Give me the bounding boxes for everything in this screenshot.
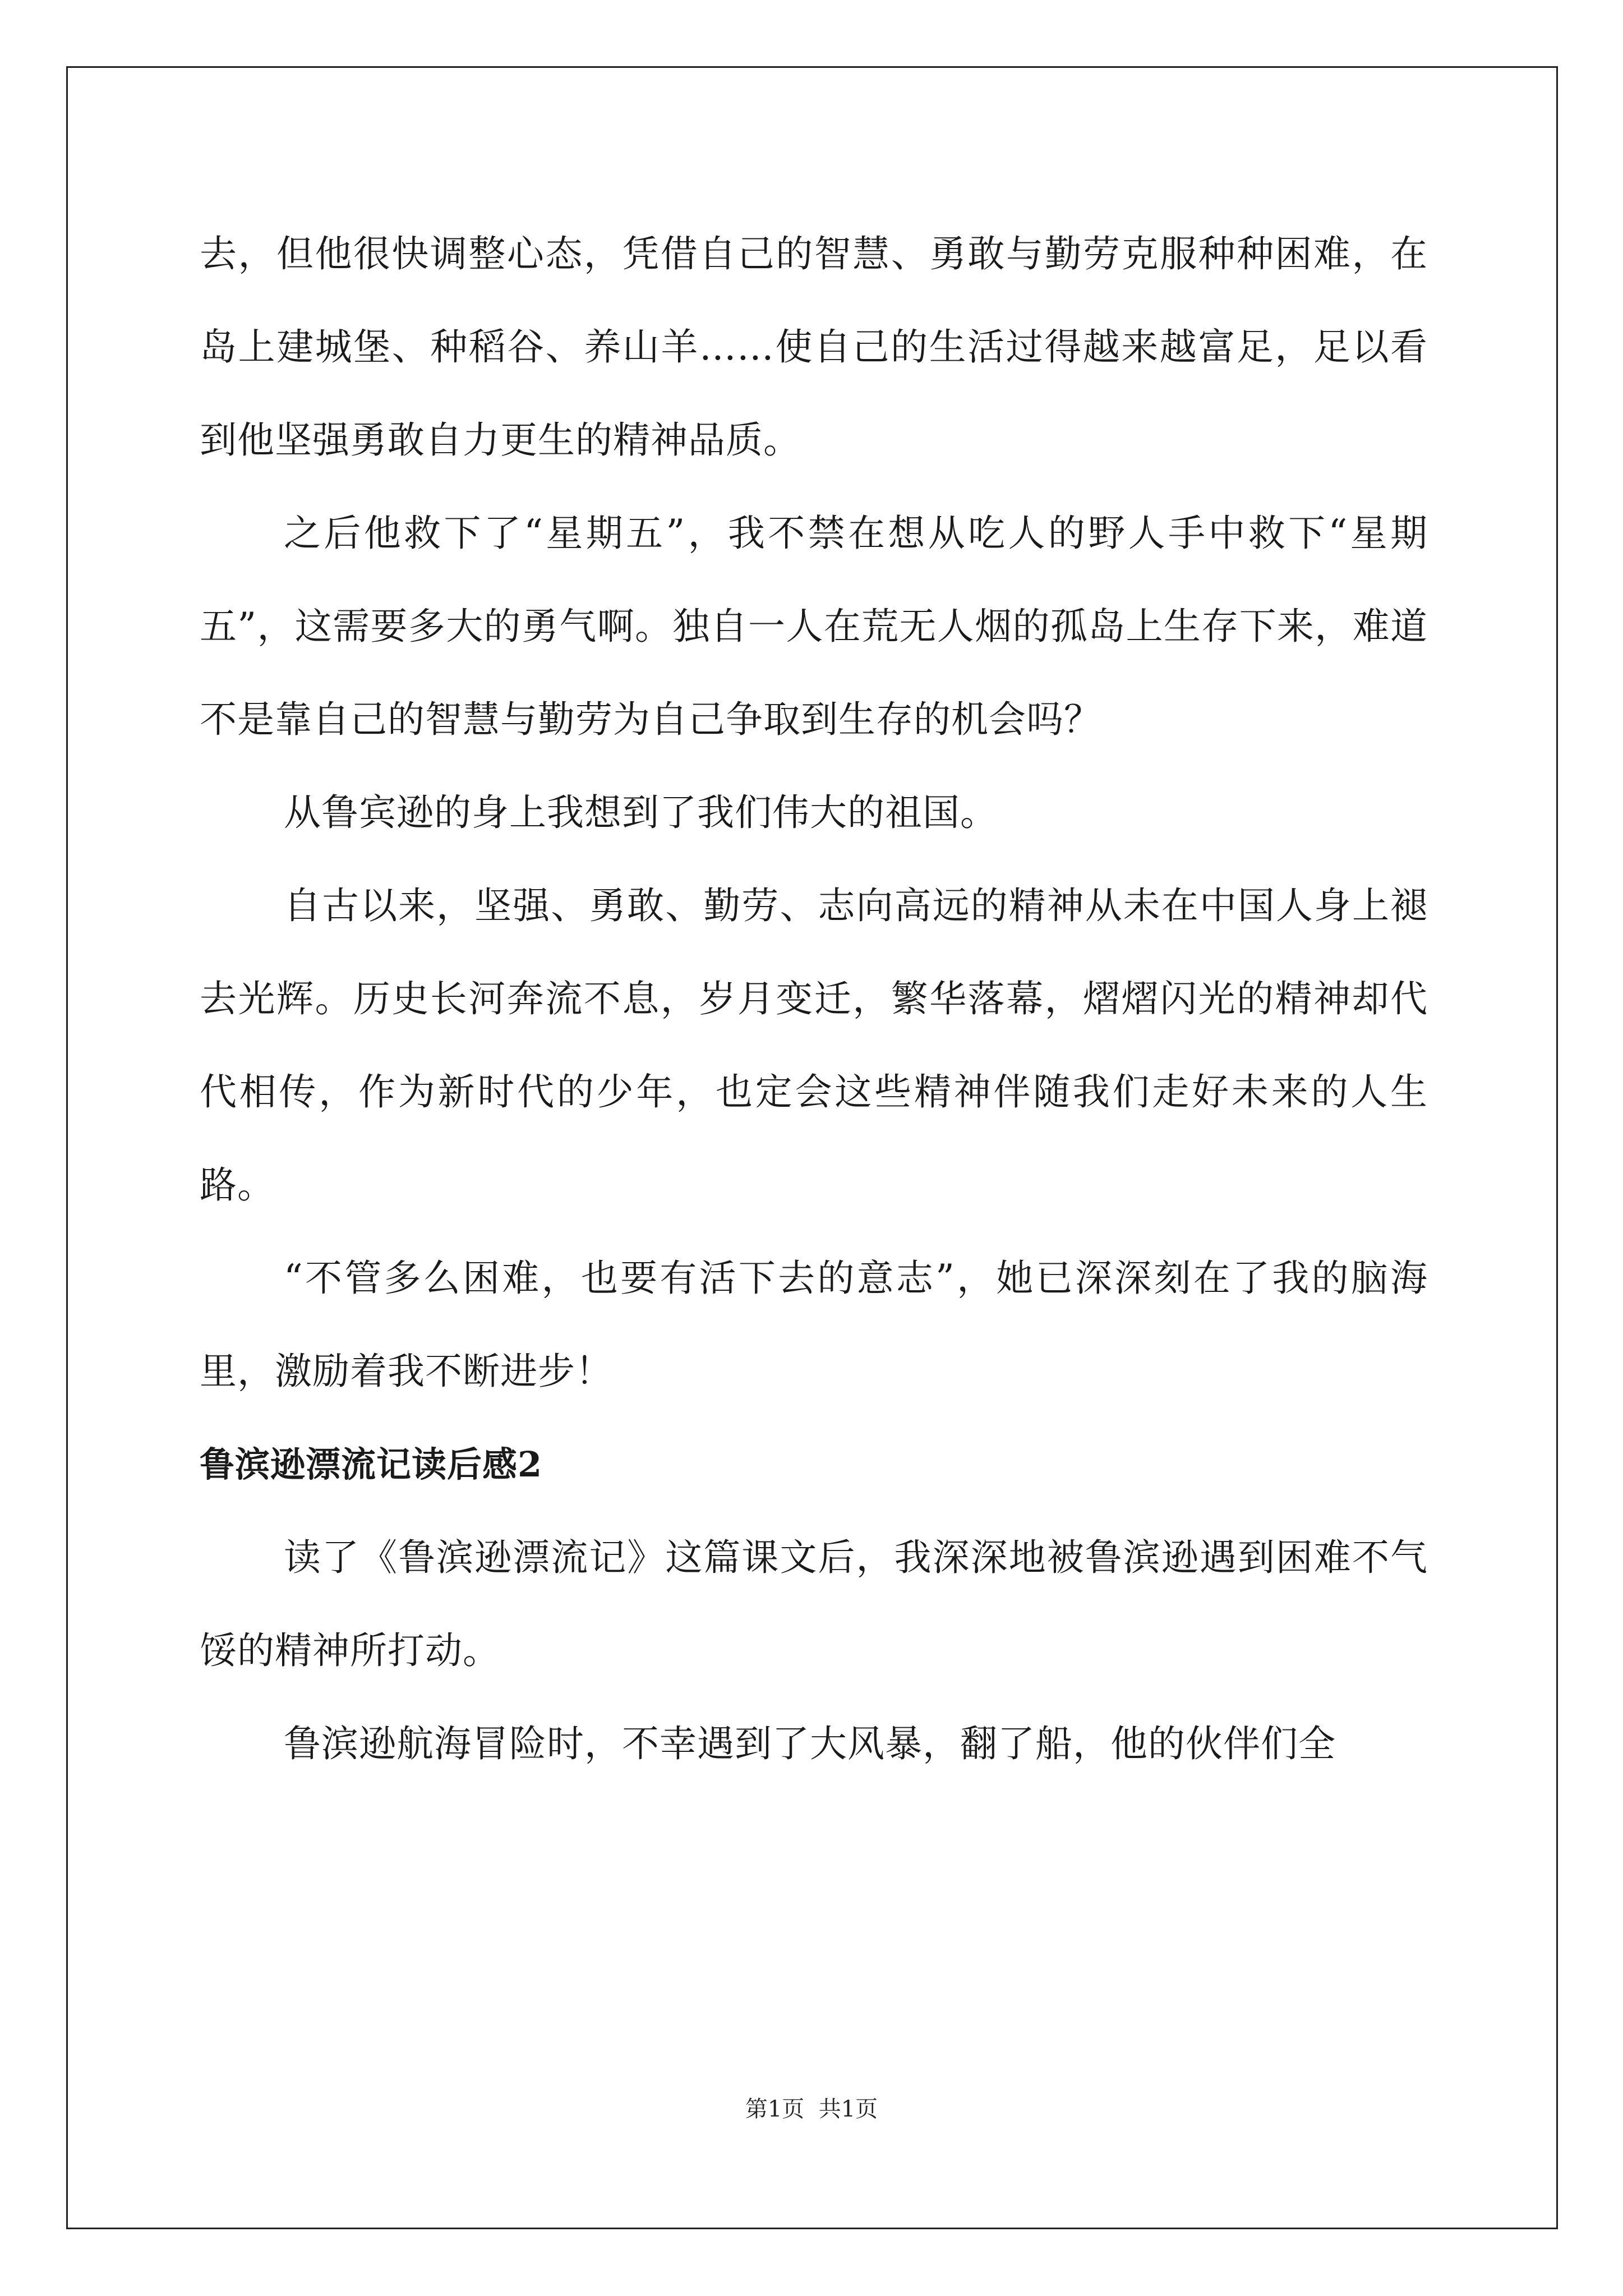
paragraph-7: 鲁滨逊航海冒险时，不幸遇到了大风暴，翻了船，他的伙伴们全 [284, 1722, 1336, 1765]
paragraph-1: 去，但他很快调整心态，凭借自己的智慧、勇敢与勤劳克服种种困难，在岛上建城堡、种稻谷、养山羊……使自己的生活过得越来越富足，足以看到他坚强勇敢自力更生的精神品质。 [200, 232, 1428, 462]
paragraph-5: “不管多么困难，也要有活下去的意志”，她已深深刻在了我的脑海里，激励着我不断进步！ [200, 1257, 1428, 1393]
paragraph-3: 从鲁宾逊的身上我想到了我们伟大的祖国。 [284, 791, 998, 834]
section-heading: 鲁滨逊漂流记读后感2 [200, 1444, 543, 1485]
paragraph-4: 自古以来，坚强、勇敢、勤劳、志向高远的精神从未在中国人身上褪去光辉。历史长河奔流不息，岁月变迁，繁华落幕，熠熠闪光的精神却代代相传，作为新时代的少年，也定会这些精神伴随我们走好未来的人生路。 [200, 884, 1428, 1207]
document-body [200, 208, 1428, 1791]
page-number-footer: 第1页 共1页 [745, 2096, 878, 2122]
paragraph-6: 读了《鲁滨逊漂流记》这篇课文后，我深深地被鲁滨逊遇到困难不气馁的精神所打动。 [200, 1536, 1428, 1672]
paragraph-2: 之后他救下了“星期五”，我不禁在想从吃人的野人手中救下“星期五”，这需要多大的勇气啊。独自一人在荒无人烟的孤岛上生存下来，难道不是靠自己的智慧与勤劳为自己争取到生存的机会吗？ [200, 512, 1428, 741]
